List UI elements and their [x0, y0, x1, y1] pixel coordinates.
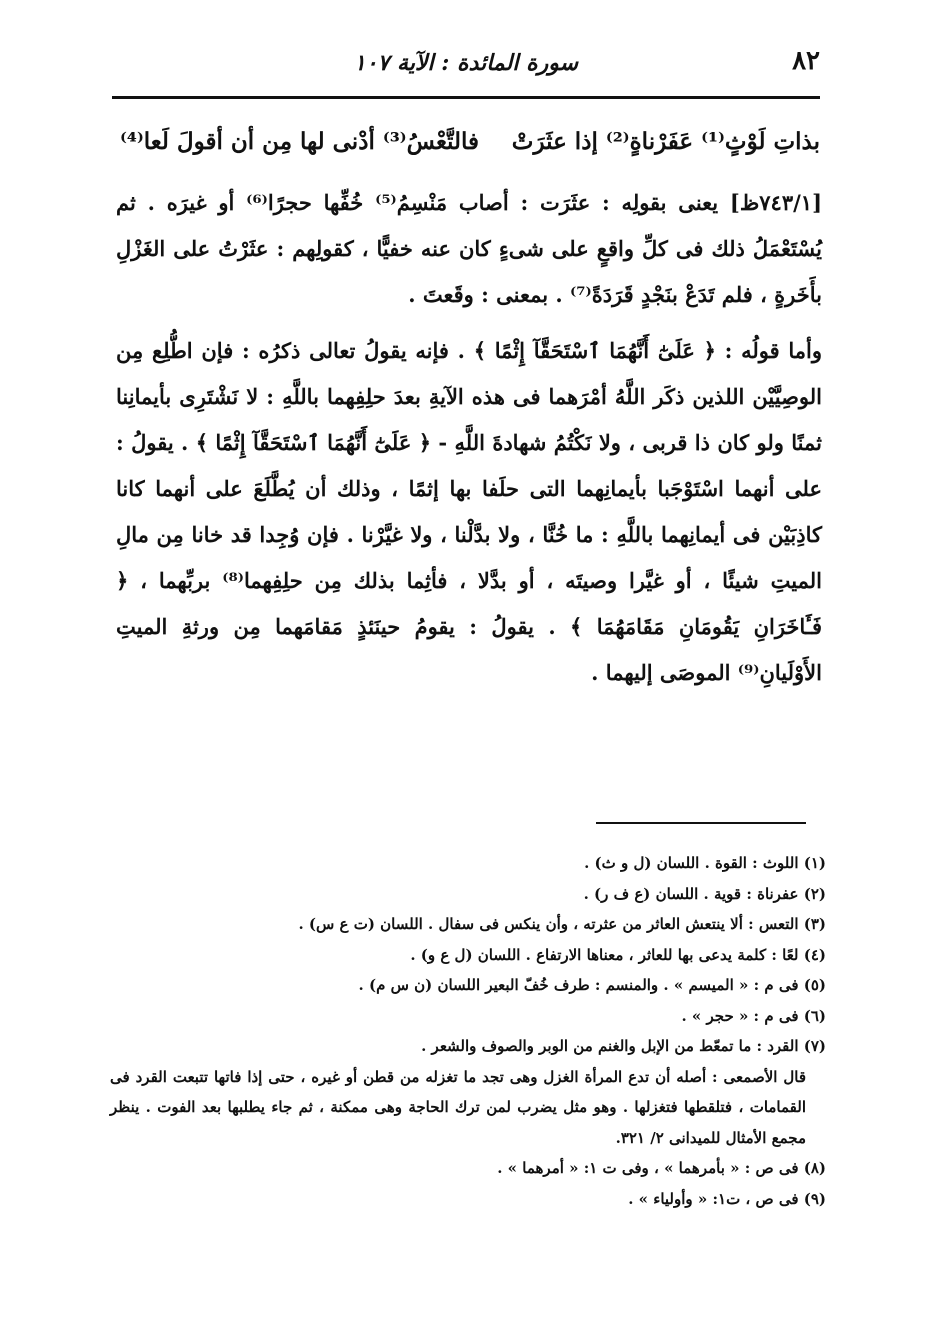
footnote-4: (٤) لعًا : كلمة يدعى بها للعاثر ، معناها الارتفاع . اللسان (ل ع و) . [410, 945, 826, 964]
page-number: ٨٢ [792, 46, 820, 76]
footnote-2: (٢) عفرناة : قوية . اللسان (ع ف ر) . [583, 884, 826, 903]
paragraph-2: وأما قولُه : ﴿ عَلَىٰٓ أَنَّهُمَا ٱسْتَحَقَّآ إِثْمًا ﴾ . فإنه يقولُ تعالى ذكرُه : فإن اطُّلِع مِن الوصِيَّيْن اللذين ذكَر اللَّهُ أمْرَهما فى هذه الآيةِ بعدَ حلِفِهما باللَّهِ : لا نَشْتَرِى بأيمانِنا ثمنًا ولو كان ذا قربى ، ولا نَكْتُمُ شهادةَ اللَّهِ - ﴿ عَلَىٰٓ أَنَّهُمَا ٱسْتَحَقَّآ إِثْمًا ﴾ . يقولُ : على أنهما اسْتَوْجَبا بأيمانِهما التى حلَفا بها إثمًا ، وذلك أن يُطَّلَعَ على أنهما كانا كاذِبَيْن فى أيمانِهما باللَّهِ : ما خُنَّا ، ولا بدَّلْنا ، ولا غيَّرْنا . فإن وُجِدا قد خانا مِن مالِ الميتِ شيئًا ، أو غيَّرا وصيتَه ، أو بدَّلا ، فأثِما بذلك مِن حلِفِهما⁽⁸⁾ بربِّهما ، ﴿ فَـَٔاخَرَانِ يَقُومَانِ مَقَامَهُمَا ﴾ . يقولُ : يقومُ حينَئذٍ مَقامَهما مِن ورثةِ الميتِ الأَوْلَيانِ⁽⁹⁾ الموصَى إليهما . [116, 338, 822, 685]
footnote-6: (٦) فى م : « حجر » . [681, 1006, 826, 1025]
page-header [112, 42, 820, 82]
paragraph-1: [٧٤٣/١ظ] يعنى بقولِه : عثَرَت : أصاب مَنْسِمُ⁽⁵⁾ خُفِّها حجرًا⁽⁶⁾ أو غيرَه . ثم يُسْتَعْمَلُ ذلك فى كلِّ واقعٍ على شىءٍ كان عنه خفيًّا ، كقولِهم : عثَرْتُ على الغَزْلِ بأَخَرةٍ ، فلم تَدَعْ بنَجْدٍ قَرَدَةً⁽⁷⁾ . بمعنى : وقَعتَ . [116, 190, 822, 307]
running-head: سورة المائدة : الآية ١٠٧ [353, 50, 579, 76]
footnote-1: (١) اللوث : القوة . اللسان (ل و ث) . [584, 854, 826, 872]
footnote-8: (٨) فى ص : « بأمرهما » ، وفى ت ١: « أمرهما » . [497, 1159, 826, 1177]
footnote-9: (٩) فى ص ، ت١: « وأولياء » . [628, 1189, 826, 1208]
poem-first-hemistich: بذاتِ لَوْثٍ⁽¹⁾ عَفَرْناةٍ⁽²⁾ إذا عثَرَتْ [511, 128, 820, 155]
header-rule [112, 96, 820, 99]
main-text [116, 180, 822, 696]
footnote-7: (٧) القرد : ما تمعّط من الإبل والغنم من الوبر والصوف والشعر . [421, 1037, 826, 1055]
poem-second-hemistich: فالتَّعْسُ⁽³⁾ أدْنى لها مِن أن أقولَ لَعا⁽⁴⁾ [120, 128, 480, 155]
footnotes [110, 848, 826, 1214]
poetry-verse [120, 128, 820, 172]
footnote-separator [596, 822, 806, 824]
footnote-3: (٣) التعس : ألا ينتعش العاثر من عثرته ، وأن ينكس فى سفال . اللسان (ت ع س) . [298, 915, 826, 933]
footnote-5: (٥) فى م : « الميسم » . والمنسم : طرف خُفّ البعير اللسان (ن س م) . [358, 976, 826, 994]
footnote-7-continuation: قال الأصمعى : أصله أن تدع المرأة الغزل وهى تجد ما تغزله من قطن أو غيره ، حتى إذا فاتها تتبعت القرد فى القمامات ، فتلقطها فتغزلها . وهو مثل يضرب لمن ترك الحاجة وهى ممكنة ، ثم جاء يطلبها بعد الفوت . ينظر مجمع الأمثال للميدانى ٢/ ٣٢١. [110, 1067, 806, 1147]
